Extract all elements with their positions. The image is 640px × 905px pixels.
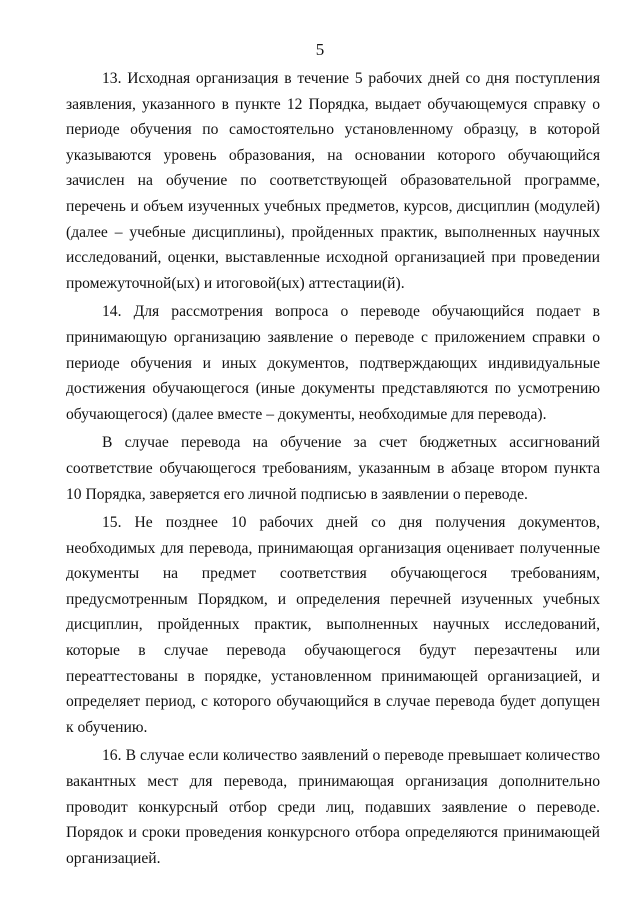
paragraph-16: 16. В случае если количество заявлений о переводе превышает количество вакантных мест для перевода, принимающая организация дополнительно проводит конкурсный отбор среди лиц, подавших заявление о переводе. Порядок и сроки проведения конкурсного отбора определяются принимающей организацией. [66, 747, 600, 867]
paragraph-15: 15. Не позднее 10 рабочих дней со дня получения документов, необходимых для перевода, принимающая организация оценивает полученные документы на предмет соответствия обучающегося требованиям, предусмотренным Порядком, и определения перечней изученных учебных дисциплин, пройденных практик, выполненных научных исследований, которые в случае перевода обучающегося будут перезачтены или переаттестованы в порядке, установленном принимающей организацией, и определяет период, с которого обучающийся в случае перевода будет допущен к обучению. [66, 514, 600, 736]
page-number: 5 [315, 40, 325, 59]
paragraph-14: 14. Для рассмотрения вопроса о переводе обучающийся подает в принимающую организацию заявление о переводе с приложением справки о периоде обучения и иных документов, подтверждающих индивидуальные достижения обучающегося (иные документы представляются по усмотрению обучающегося) (далее вместе – документы, необходимые для перевода). [66, 303, 600, 423]
paragraph-13: 13. Исходная организация в течение 5 рабочих дней со дня поступления заявления, указанного в пункте 12 Порядка, выдает обучающемуся справку о периоде обучения по самостоятельно установленному образцу, в которой указываются уровень образования, на основании которого обучающийся зачислен на обучение по соответствующей образовательной программе, перечень и объем изученных учебных предметов, курсов, дисциплин (модулей) (далее – учебные дисциплины), пройденных практик, выполненных научных исследований, оценки, выставленные исходной организацией при проведении промежуточной(ых) и итоговой(ых) аттестации(й). [66, 70, 600, 292]
document-body [66, 66, 600, 871]
paragraph-budget-transfer: В случае перевода на обучение за счет бюджетных ассигнований соответствие обучающегося требованиям, указанным в абзаце втором пункта 10 Порядка, заверяется его личной подписью в заявлении о переводе. [66, 434, 600, 503]
